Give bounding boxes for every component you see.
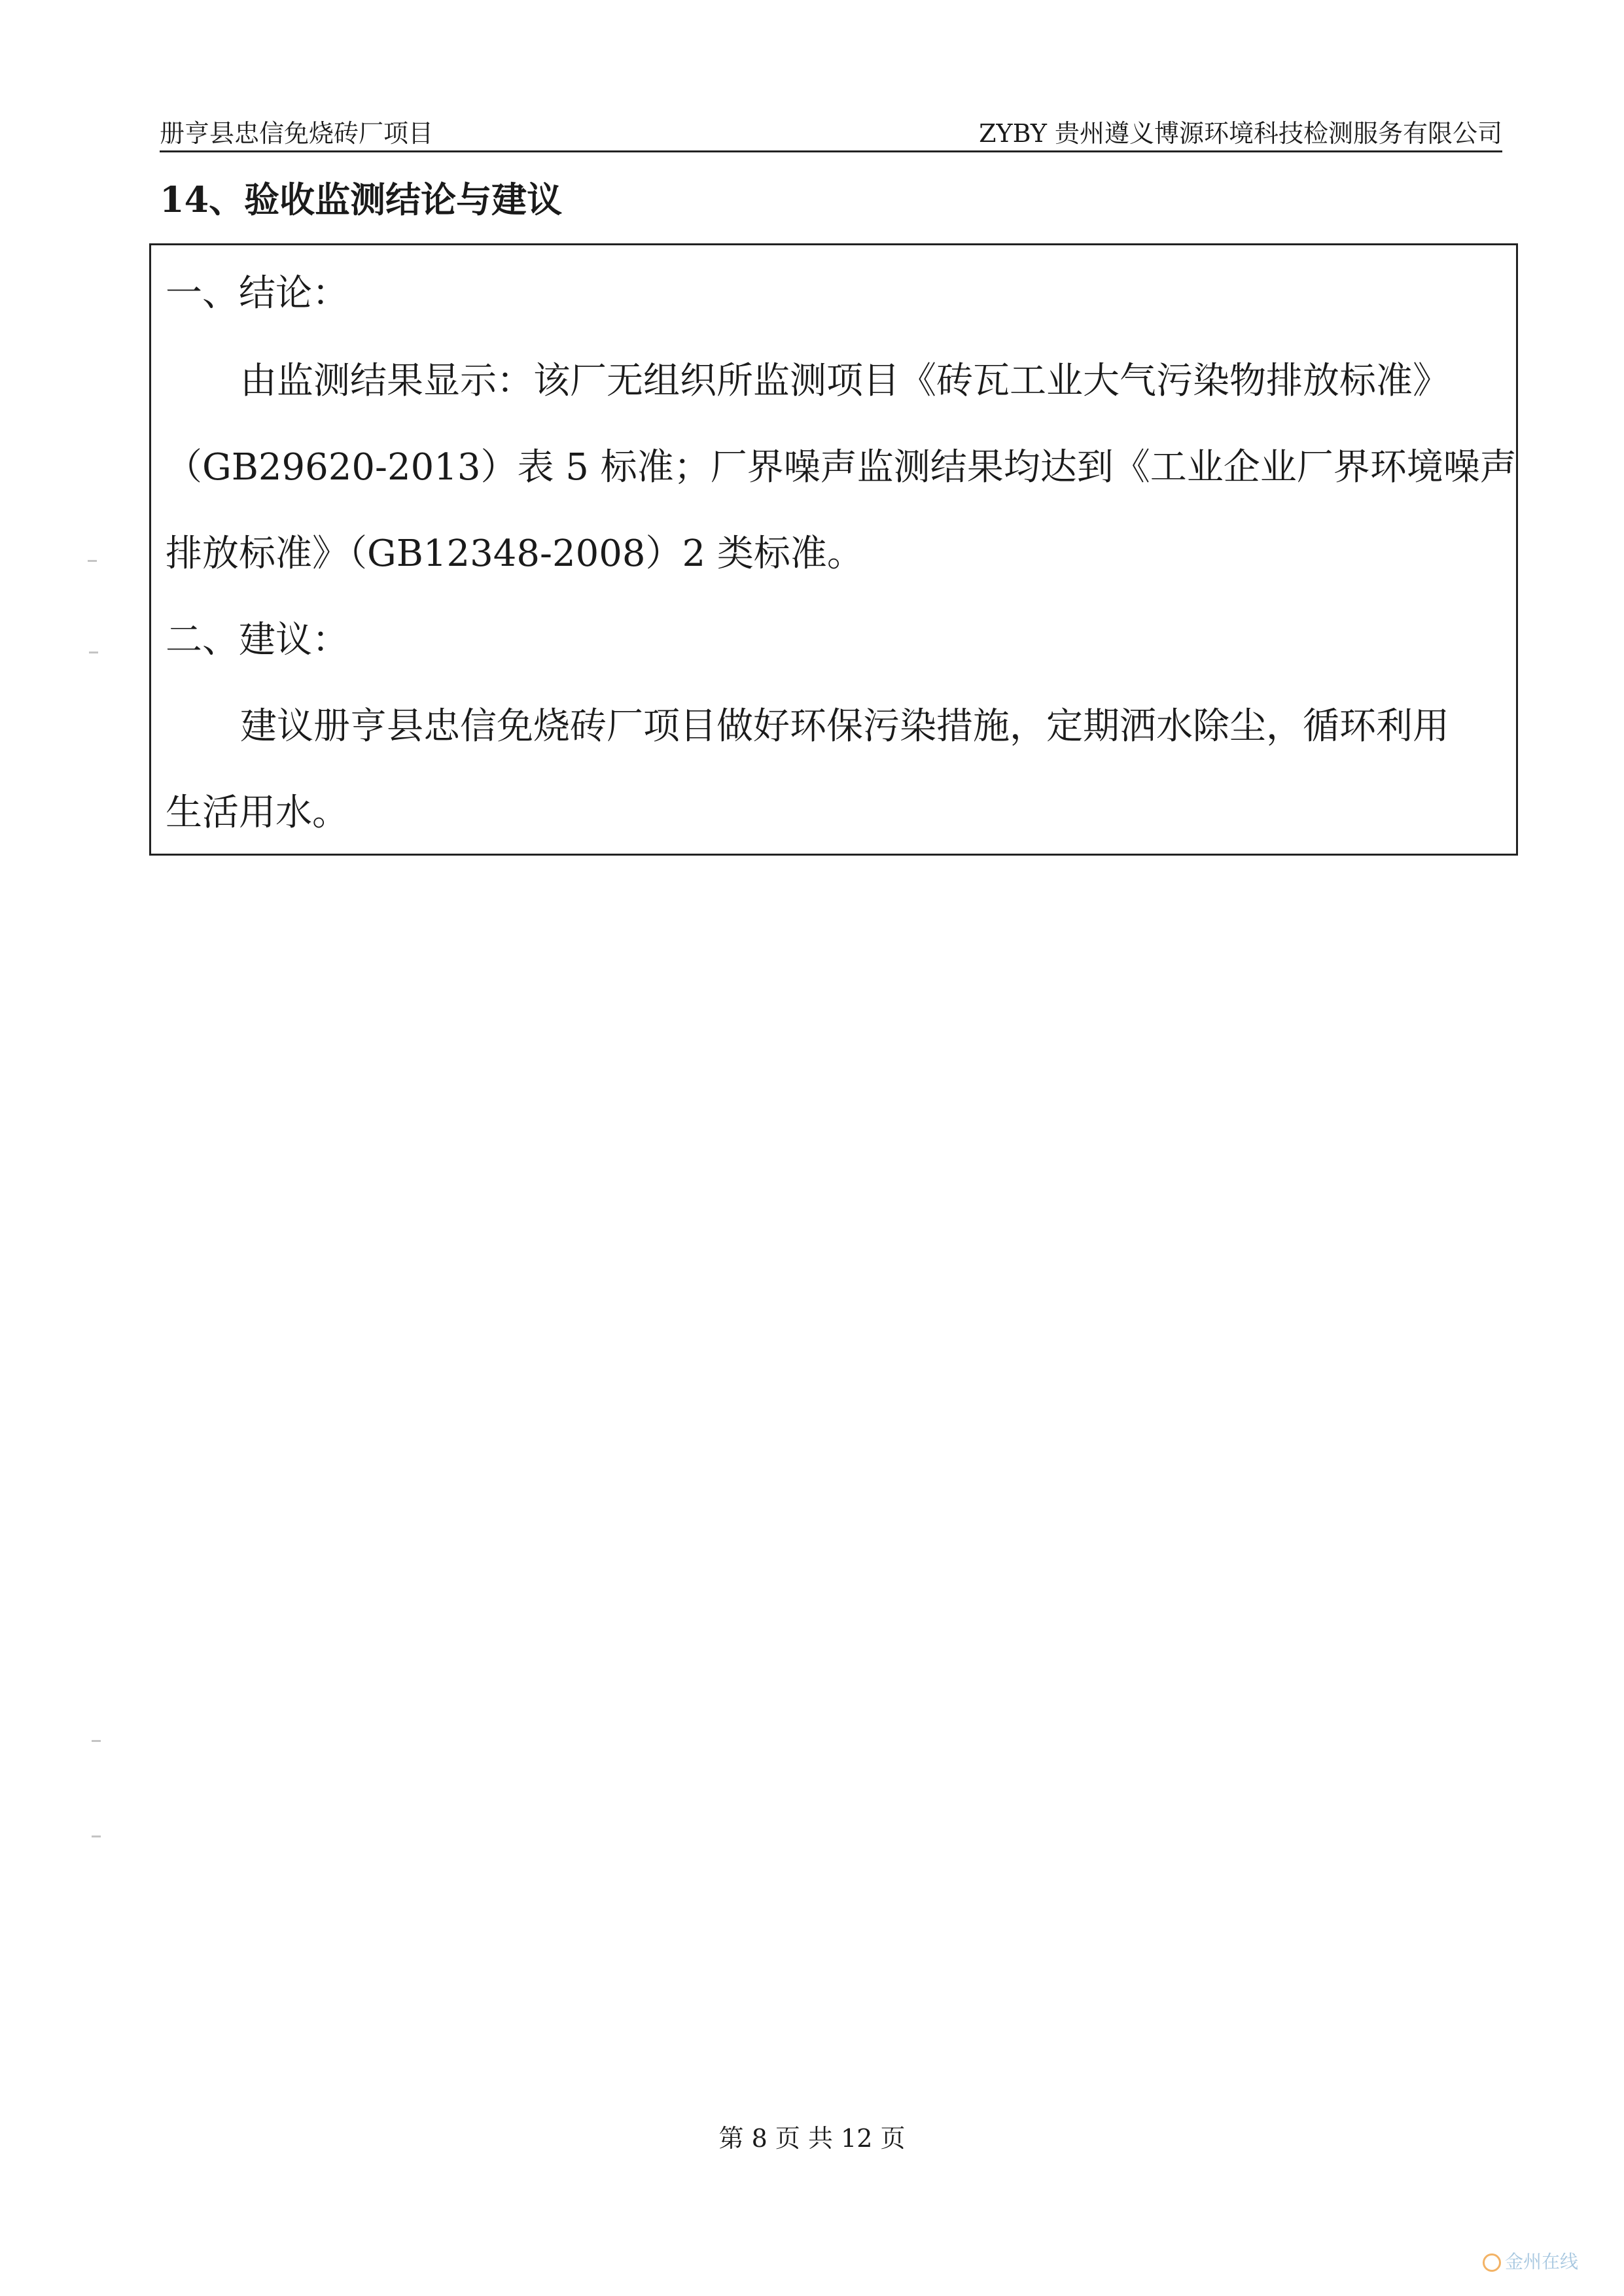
conclusion-line-2: （GB29620-2013）表 5 标准；厂界噪声监测结果均达到《工业企业厂界环境噪声 [166,446,1517,489]
conclusion-box [149,243,1518,856]
suggestion-heading: 二、建议： [166,619,349,661]
conclusion-heading: 一、结论： [166,272,349,315]
header-company-name: ZYBY 贵州遵义博源环境科技检测服务有限公司 [979,119,1502,148]
page-header [160,114,1502,152]
scan-speck [89,652,98,653]
scan-speck [92,1740,101,1742]
page-number: 第 8 页 共 12 页 [718,2124,906,2153]
suggestion-line-2: 生活用水。 [166,791,349,834]
watermark-text: 金州在线 [1504,2251,1578,2272]
watermark [1483,2248,1578,2274]
conclusion-line-1: 由监测结果显示：该厂无组织所监测项目《砖瓦工业大气污染物排放标准》 [240,360,1449,402]
suggestion-line-1: 建议册亨县忠信免烧砖厂项目做好环保污染措施，定期洒水除尘，循环利用 [240,705,1449,748]
section-title: 14、验收监测结论与建议 [160,179,563,220]
watermark-logo-icon [1483,2253,1501,2272]
scan-speck [92,1835,101,1837]
conclusion-line-3: 排放标准》（GB12348-2008）2 类标准。 [166,532,864,575]
header-project-name: 册亨县忠信免烧砖厂项目 [160,119,434,148]
scan-speck [88,560,97,562]
